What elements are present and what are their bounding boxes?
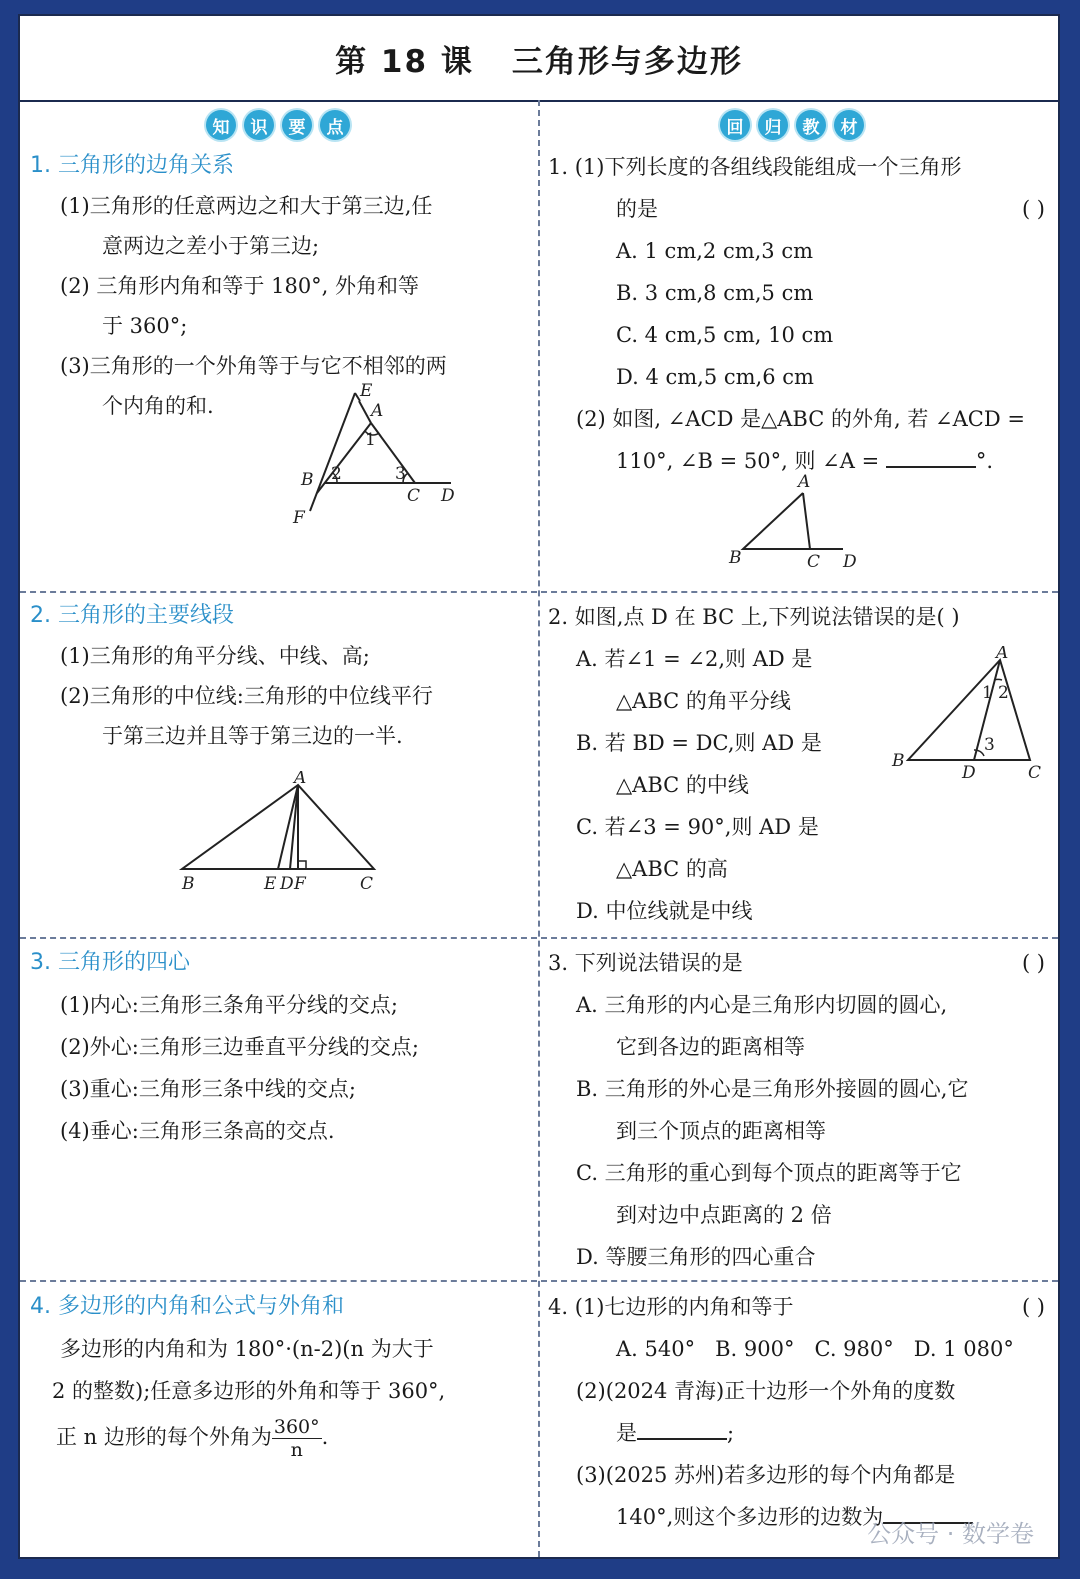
badge-char: 材: [834, 110, 864, 140]
q4-sub2-cont: 是: [616, 1421, 637, 1445]
textbook-review-badge: [720, 110, 864, 140]
label-C: C: [1028, 763, 1042, 783]
label-A: A: [996, 646, 1009, 663]
label-1: 1: [982, 683, 993, 703]
text-line: (3)重心:三角形三条中线的交点;: [60, 1077, 356, 1101]
text-line: 于第三边并且等于第三边的一半.: [102, 724, 403, 748]
row-divider-1: [20, 591, 1058, 593]
label-C: C: [407, 486, 421, 506]
question-1: [548, 146, 1053, 482]
option-b: B. 若 BD = DC,则 AD 是: [576, 731, 822, 755]
figure-exterior-angle: [275, 381, 475, 531]
text-line: (2) 三角形内角和等于 180°, 外角和等: [60, 274, 420, 298]
question-4: [548, 1286, 1053, 1538]
fraction-360-over-n: [272, 1416, 322, 1461]
option-d: D. 中位线就是中线: [576, 899, 753, 923]
lesson-topic: 三角形与多边形: [511, 43, 743, 80]
label-D: D: [280, 874, 294, 894]
text-line-end: .: [321, 1425, 329, 1449]
badge-char: 教: [796, 110, 826, 140]
option-c-cont: △ABC 的高: [616, 857, 728, 881]
section-title: 1. 三角形的边角关系: [30, 153, 234, 178]
badge-char: 点: [320, 110, 350, 140]
option-c: C. 4 cm,5 cm, 10 cm: [616, 323, 834, 347]
label-D: D: [843, 552, 857, 571]
q4-stem: 4. (1)七边形的内角和等于: [548, 1295, 794, 1319]
badge-char: 知: [206, 110, 236, 140]
text-line: (4)垂心:三角形三条高的交点.: [60, 1119, 335, 1143]
section-title: 3. 三角形的四心: [30, 950, 190, 975]
option-a: A. 1 cm,2 cm,3 cm: [616, 239, 813, 263]
q4-sub3: (3)(2025 苏州)若多边形的每个内角都是: [576, 1463, 956, 1487]
option-d: D. 等腰三角形的四心重合: [576, 1245, 816, 1269]
label-E: E: [264, 874, 277, 894]
question-3: [548, 942, 1053, 1278]
option-b: B. 3 cm,8 cm,5 cm: [616, 281, 814, 305]
section-title: 2. 三角形的主要线段: [30, 603, 234, 628]
label-B: B: [301, 470, 314, 490]
text-line: (1)三角形的角平分线、中线、高;: [60, 644, 370, 668]
text-line: (2)外心:三角形三边垂直平分线的交点;: [60, 1035, 419, 1059]
option-c: C. 若∠3 = 90°,则 AD 是: [576, 815, 819, 839]
option-c: C. 三角形的重心到每个顶点的距离等于它: [576, 1161, 962, 1185]
answer-blank: [886, 440, 976, 468]
text-line: (3)三角形的一个外角等于与它不相邻的两: [60, 354, 447, 378]
badge-char: 回: [720, 110, 750, 140]
label-F: F: [293, 508, 305, 528]
label-A: A: [371, 401, 384, 421]
text-line: 意两边之差小于第三边;: [102, 234, 320, 258]
text-line: (1)内心:三角形三条角平分线的交点;: [60, 993, 398, 1017]
answer-paren: ( ): [1021, 197, 1045, 221]
row-divider-2: [20, 937, 1058, 939]
q4-sub3-cont: 140°,则这个多边形的边数为: [616, 1505, 884, 1529]
label-E: E: [360, 381, 373, 401]
watermark: 公众号 · 数学卷: [867, 1520, 1034, 1548]
label-D: D: [962, 763, 976, 783]
row-divider-3: [20, 1280, 1058, 1282]
q4-sub2: (2)(2024 青海)正十边形一个外角的度数: [576, 1379, 956, 1403]
answer-paren: ( ): [1021, 951, 1045, 975]
section-polygon-angles: [30, 1286, 530, 1461]
section-main-segments: [30, 596, 530, 756]
section-title: 4. 多边形的内角和公式与外角和: [30, 1294, 344, 1319]
label-F: F: [294, 874, 306, 894]
label-B: B: [729, 548, 742, 568]
label-2: 2: [998, 683, 1009, 703]
label-A: A: [294, 771, 307, 788]
frac-numerator: 360°: [273, 1416, 320, 1438]
worksheet: [18, 14, 1060, 1559]
label-B: B: [182, 874, 195, 894]
figure-q2-triangle: [888, 646, 1053, 796]
label-3: 3: [984, 735, 995, 755]
figure-q1-triangle: [725, 471, 875, 571]
badge-char: 识: [244, 110, 274, 140]
q2-stem: 2. 如图,点 D 在 BC 上,下列说法错误的是( ): [548, 605, 960, 629]
lesson-number: 第 18 课: [335, 43, 474, 80]
label-B: B: [892, 751, 905, 771]
text-line: 于 360°;: [102, 314, 188, 338]
label-C: C: [807, 552, 821, 571]
frac-denominator: n: [290, 1439, 303, 1461]
badge-char: 归: [758, 110, 788, 140]
label-D: D: [441, 486, 455, 506]
text-line: (1)三角形的任意两边之和大于第三边,任: [60, 194, 433, 218]
text-line: 多边形的内角和为 180°·(n-2)(n 为大于: [60, 1337, 434, 1361]
q4-sub2-end: ;: [727, 1421, 735, 1445]
option-a: A. 三角形的内心是三角形内切圆的圆心,: [576, 993, 948, 1017]
answer-blank: [637, 1412, 727, 1440]
text-line: 正 n 边形的每个外角为: [56, 1425, 272, 1449]
option-a-cont: 它到各边的距离相等: [616, 1035, 805, 1059]
label-A: A: [798, 472, 811, 492]
text-line: (2)三角形的中位线:三角形的中位线平行: [60, 684, 433, 708]
q1-sub2: (2) 如图, ∠ACD 是△ABC 的外角, 若 ∠ACD =: [576, 407, 1025, 431]
column-divider: [538, 100, 540, 1557]
badge-char: 要: [282, 110, 312, 140]
q3-stem: 3. 下列说法错误的是: [548, 951, 743, 975]
option-b-cont: 到三个顶点的距离相等: [616, 1119, 826, 1143]
label-C: C: [360, 874, 374, 894]
option-a: A. 若∠1 = ∠2,则 AD 是: [576, 647, 813, 671]
label-1: 1: [365, 430, 376, 450]
section-four-centers: [30, 942, 530, 1152]
option-a-cont: △ABC 的角平分线: [616, 689, 791, 713]
q1-stem-cont: 的是: [616, 197, 658, 221]
option-b: B. 三角形的外心是三角形外接圆的圆心,它: [576, 1077, 969, 1101]
label-2: 2: [331, 464, 342, 484]
text-line: 个内角的和.: [102, 394, 214, 418]
q1-stem: 1. (1)下列长度的各组线段能组成一个三角形: [548, 155, 962, 179]
q1-sub2-cont: 110°, ∠B = 50°, 则 ∠A =: [616, 449, 880, 473]
answer-paren: ( ): [1021, 1295, 1045, 1319]
option-b-cont: △ABC 的中线: [616, 773, 749, 797]
label-3: 3: [395, 464, 406, 484]
text-line: 2 的整数);任意多边形的外角和等于 360°,: [52, 1379, 446, 1403]
page-title: [20, 16, 1058, 102]
option-c-cont: 到对边中点距离的 2 倍: [616, 1203, 832, 1227]
option-d: D. 4 cm,5 cm,6 cm: [616, 365, 814, 389]
knowledge-points-badge: [206, 110, 350, 140]
figure-triangle-segments: [170, 771, 390, 896]
q1-sub2-end: °.: [975, 449, 994, 473]
q4-options: A. 540° B. 900° C. 980° D. 1 080°: [616, 1337, 1014, 1361]
